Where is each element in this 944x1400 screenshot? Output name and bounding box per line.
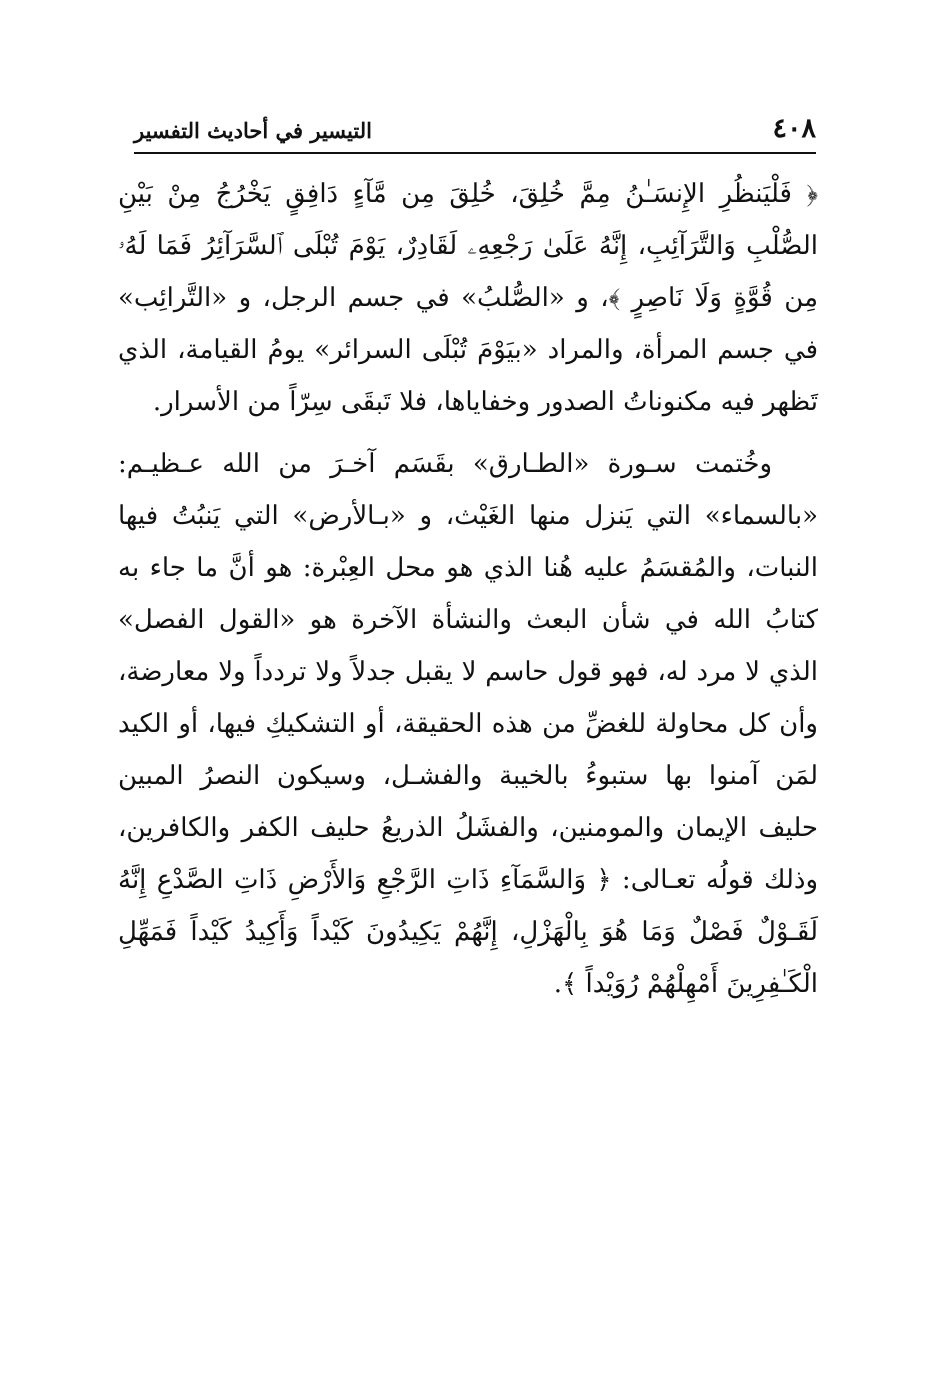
- body-text: [118, 168, 818, 1010]
- paragraph-1: ﴿ فَلْيَنظُرِ الإِنسَـٰنُ مِمَّ خُلِقَ، خُلِقَ مِن مَّآءٍ دَافِقٍ يَخْرُجُ مِنْ بَيْنِ الصُّلْبِ وَالتَّرَآئِبِ، إِنَّهُ عَلَىٰ رَجْعِهِۦ لَقَادِرٌ، يَوْمَ تُبْلَى ٱلسَّرَآئِرُ فَمَا لَهُۥ مِن قُوَّةٍ وَلَا نَاصِرٍ ﴾، و «الصُّلبُ» في جسم الرجل، و «التَّرائِب» في جسم المرأة، والمراد «بيَوْمَ تُبْلَى السرائر» يومُ القيامة، الذي تَظهر فيه مكنوناتُ الصدور وخفاياها، فلا تَبقَى سِرّاً من الأسرار.: [118, 179, 818, 417]
- page-header: [134, 110, 816, 154]
- paragraph-2: وخُتمت سـورة «الطـارق» بقَسَم آخـرَ من الله عـظيـم: «بالسماء» التي يَنزل منها الغَيْث، و «بـالأرض» التي يَنبُتُ فيها النبات، والمُقسَمُ عليه هُنا الذي هو محل العِبْرة: هو أنَّ ما جاء به كتابُ الله في شأن البعث والنشأة الآخرة هو «القول الفصل» الذي لا مرد له، فهو قول حاسم لا يقبل جدلاً ولا تردداً ولا معارضة، وأن كل محاولة للغضِّ من هذه الحقيقة، أو التشكيكِ فيها، أو الكيد لمَن آمنوا بها ستبوءُ بالخيبة والفشـل، وسيكون النصرُ المبين حليف الإيمان والمومنين، والفشَلُ الذريعُ حليف الكفر والكافرين، وذلك قولُه تعـالى: ﴿ وَالسَّمَآءِ ذَاتِ الرَّجْعِ وَالأَرْضِ ذَاتِ الصَّدْعِ إِنَّهُ لَقَـوْلٌ فَصْلٌ وَمَا هُوَ بِالْهَزْلِ، إِنَّهُمْ يَكِيدُونَ كَيْداً وَأَكِيدُ كَيْداً فَمَهِّلِ الْكَـٰفِرِينَ أَمْهِلْهُمْ رُوَيْداً ﴾.: [118, 449, 818, 999]
- running-title: التيسير في أحاديث التفسير: [134, 118, 372, 143]
- page-number: ٤٠٨: [772, 113, 816, 144]
- header-rule: [134, 152, 816, 154]
